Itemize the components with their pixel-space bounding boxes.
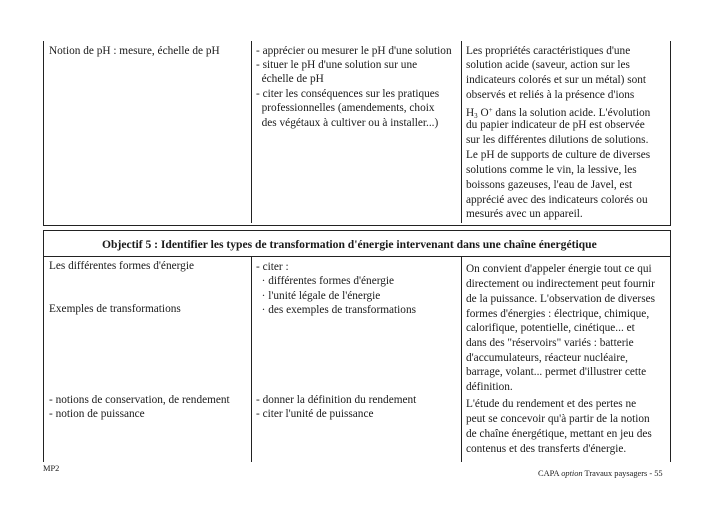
energy-skill-line: · des exemples de transformations xyxy=(256,304,416,316)
energy-comment-line: On convient d'appeler énergie tout ce qui xyxy=(466,263,652,275)
ph-skill-line: des végétaux à cultiver ou à installer...) xyxy=(256,117,439,129)
energy-comment-line: de la puissance. L'observation de diverses xyxy=(466,293,656,305)
transformations-cell: Exemples de transformations xyxy=(49,303,181,315)
formula-o: O xyxy=(477,107,489,119)
formula-h: H xyxy=(466,107,475,119)
conservation-line: - notions de conservation, de rendement xyxy=(49,394,230,406)
energy-comment-line: définition. xyxy=(466,381,513,393)
ph-comment-line: indicateurs colorés et sur un métal) sont xyxy=(466,74,647,86)
energy-skill-line: · l'unité légale de l'énergie xyxy=(256,290,381,302)
ph-comment-line: Les propriétés caractéristiques d'une xyxy=(466,45,631,57)
efficiency-comment-line: contenus et des transferts d'énergie. xyxy=(466,443,627,455)
ph-comment-line: Le pH de supports de culture de diverses xyxy=(466,149,651,161)
table2-right-border xyxy=(670,230,671,462)
efficiency-comment-line: de chaîne énergétique, mettant en jeu des xyxy=(466,428,652,440)
ph-skill-line: échelle de pH xyxy=(256,73,324,85)
energy-skill-line: - citer : xyxy=(256,261,289,273)
objective-5-title: Objectif 5 : Identifier les types de transformation d'énergie intervenant dans une chaîne énergétique xyxy=(102,238,597,251)
table1-col-divider-1 xyxy=(251,41,252,223)
formula-rest: dans la solution acide. L'évolution xyxy=(492,107,651,119)
ph-skill-line: - apprécier ou mesurer le pH d'une solution xyxy=(256,45,452,57)
energy-forms-cell: Les différentes formes d'énergie xyxy=(49,260,194,272)
ph-comment-line: observés et reliés à la présence d'ions xyxy=(466,89,635,101)
table1-left-border xyxy=(43,41,44,226)
formula-subscript: 3 xyxy=(474,112,478,120)
energy-skill-line: · différentes formes d'énergie xyxy=(256,275,395,287)
ph-comment-line: sur les différentes dilutions de solutions. xyxy=(466,134,649,146)
energy-comment-line: barrage, volant... permet d'illustrer cette xyxy=(466,366,647,378)
table2-left-border xyxy=(43,230,44,462)
energy-comment-line: calorifique, potentielle, cinétique... et xyxy=(466,322,635,334)
table2-col-divider-1 xyxy=(251,256,252,462)
energy-comment-line: directement ou indirectement peut fournir xyxy=(466,278,655,290)
ph-notion-cell: Notion de pH : mesure, échelle de pH xyxy=(49,45,220,57)
ph-skill-line: - citer les conséquences sur les pratiques xyxy=(256,88,440,100)
efficiency-skill-line: - citer l'unité de puissance xyxy=(256,408,374,420)
table2-top-border xyxy=(43,230,671,231)
efficiency-skill-line: - donner la définition du rendement xyxy=(256,394,417,406)
ph-comment-line: apprécié avec des indicateurs colorés ou xyxy=(466,194,648,206)
table1-col-divider-2 xyxy=(461,41,462,223)
conservation-line: - notion de puissance xyxy=(49,408,145,420)
efficiency-comment-line: peut se concevoir qu'à partir de la notion xyxy=(466,413,650,425)
ph-skill-line: professionnelles (amendements, choix xyxy=(256,102,435,114)
footer-right-prefix: CAPA xyxy=(538,469,562,478)
ph-comment-line: solutions comme le vin, la lessive, les xyxy=(466,164,637,176)
ph-comment-line: solution acide (saveur, action sur les xyxy=(466,59,630,71)
efficiency-comment-line: L'étude du rendement et des pertes ne xyxy=(466,398,637,410)
table2-title-bottom-border xyxy=(43,256,671,257)
energy-comment-line: d'accumulateurs, réacteur nucléaire, xyxy=(466,352,628,364)
ph-comment-line: mesurés avec un appareil. xyxy=(466,208,583,220)
energy-comment-line: dans des "réservoirs" variés : batterie xyxy=(466,337,634,349)
table1-bottom-border xyxy=(43,225,671,226)
ph-skill-line: - situer le pH d'une solution sur une xyxy=(256,59,418,71)
footer-right-italic: option xyxy=(561,469,583,478)
footer-right-suffix: Travaux paysagers - 55 xyxy=(582,469,663,478)
formula-superscript: + xyxy=(488,106,493,114)
table2-col-divider-2 xyxy=(461,256,462,462)
footer-right xyxy=(538,469,663,478)
footer-left: MP2 xyxy=(43,464,60,473)
energy-comment-line: formes d'énergies : électrique, chimique, xyxy=(466,308,650,320)
table1-right-border xyxy=(670,41,671,226)
ph-comment-line: boissons gazeuses, l'eau de Javel, est xyxy=(466,179,633,191)
ph-comment-line: du papier indicateur de pH est observée xyxy=(466,119,645,131)
